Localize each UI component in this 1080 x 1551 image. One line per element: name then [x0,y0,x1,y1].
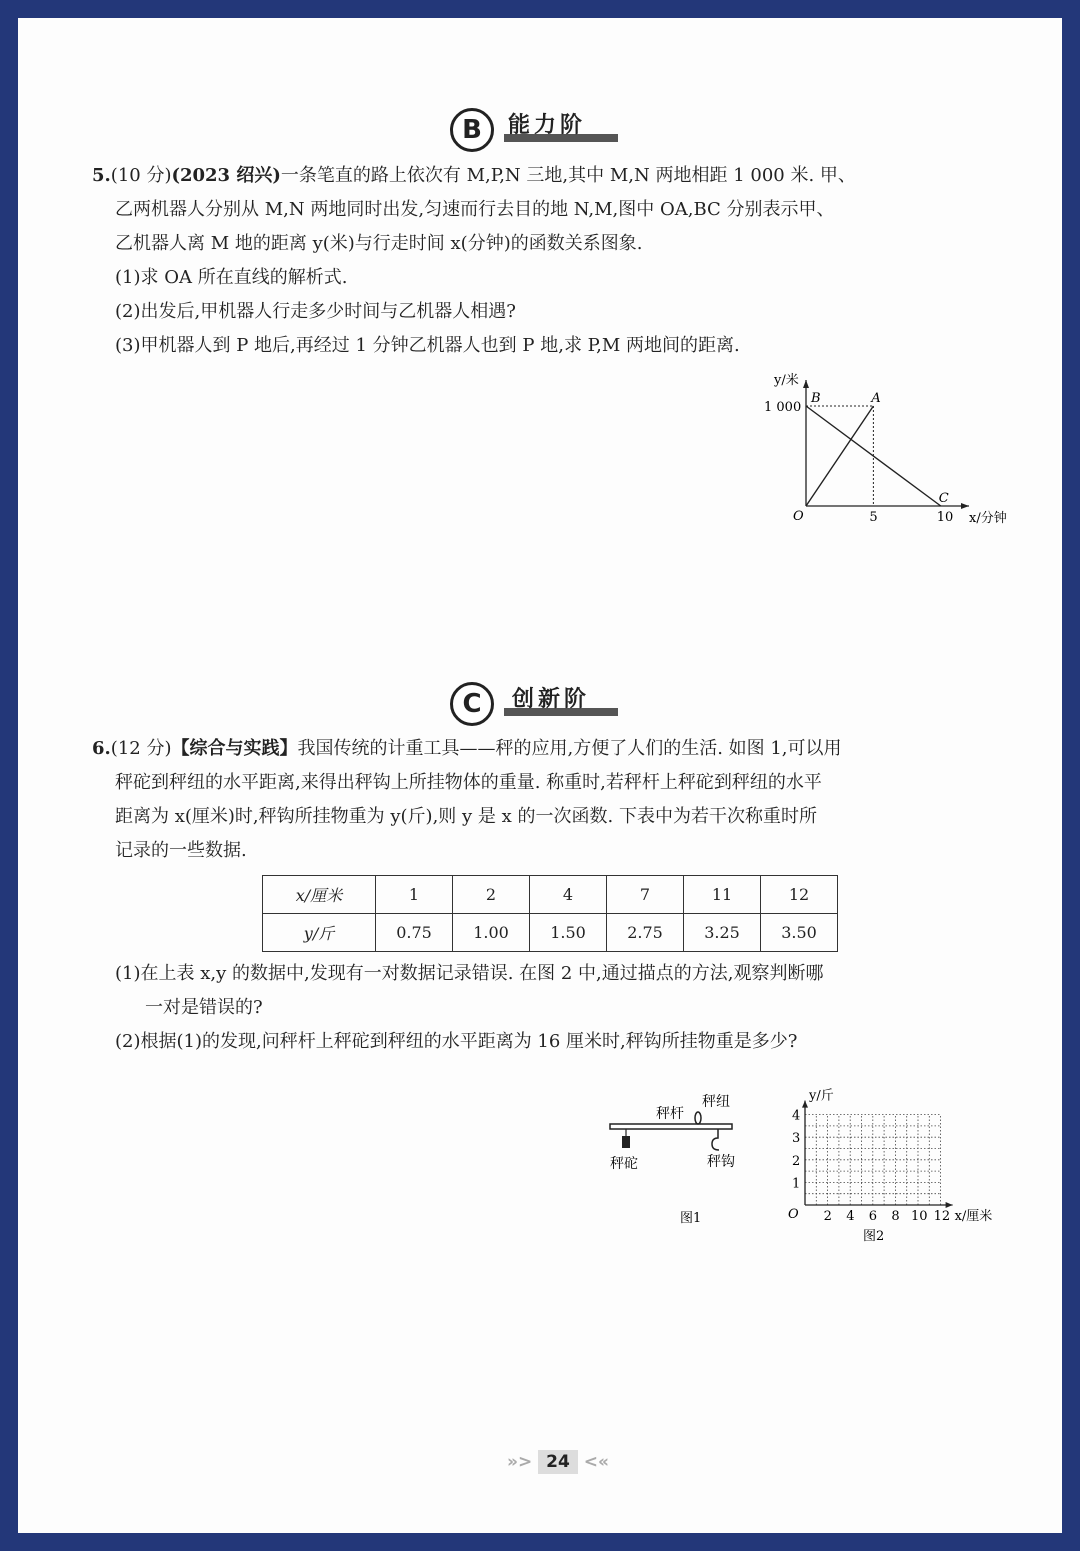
y-axis-arrow [802,1101,808,1108]
table-cell: 11 [684,876,761,914]
table-cell: 3.50 [761,914,838,952]
page-arrows-right: <« [583,1452,609,1472]
table-cell: 3.25 [684,914,761,952]
section-c-title: 创新阶 [512,687,591,712]
q6-points: (12 分) [110,738,172,759]
x-axis-arrow [961,503,969,509]
table-row-y [263,914,838,952]
x-tick-label: 6 [868,1209,878,1224]
q6-line4: 记录的一些数据. [115,840,247,861]
figure1-caption: 图1 [680,1211,702,1226]
q6-line1 [92,736,842,762]
page-arrows-left: »> [507,1452,533,1472]
page-number [498,1450,618,1480]
x-tick-label: 5 [869,510,878,525]
figure2-caption: 图2 [863,1229,885,1244]
table-cell: 0.75 [376,914,453,952]
q6-sub1b: 一对是错误的? [145,997,263,1018]
table-cell: 2 [453,876,530,914]
table-cell: 1.00 [453,914,530,952]
q6-tag: 【综合与实践】 [171,738,298,759]
table-cell: 7 [607,876,684,914]
label-rod: 秤杆 [656,1106,684,1122]
x-axis-arrow [946,1202,953,1208]
table-header-y: y/斤 [263,914,376,952]
x-tick-label: 2 [823,1209,832,1224]
table-row-x [263,876,838,914]
q5-number: 5. [92,165,111,186]
table-cell: 12 [761,876,838,914]
q5-source: (2023 绍兴) [171,165,281,186]
table-cell: 4 [530,876,607,914]
x-tick-label: 4 [846,1209,855,1224]
q5-line3: 乙机器人离 M 地的距离 y(米)与行走时间 x(分钟)的函数关系图象. [115,233,643,254]
y-tick-label: 1 000 [764,400,802,415]
q6-sub2: (2)根据(1)的发现,问秤杆上秤砣到秤纽的水平距离为 16 厘米时,秤钩所挂物重是多少? [115,1031,798,1052]
q5-line2: 乙两机器人分别从 M,N 两地同时出发,匀速而行去目的地 N,M,图中 OA,BC 分别表示甲、 [115,199,835,220]
y-axis-label: y/斤 [809,1088,834,1104]
steelyard-rod [610,1124,732,1129]
origin-label: O [793,509,804,524]
y-axis-label: y/米 [774,373,799,388]
q6-sub1a: (1)在上表 x,y 的数据中,发现有一对数据记录错误. 在图 2 中,通过描点的方法,观察判断哪 [115,963,824,984]
q6-line3: 距离为 x(厘米)时,秤钩所挂物重为 y(斤),则 y 是 x 的一次函数. 下表中为若干次称重时所 [115,806,817,827]
steelyard-weight [622,1136,630,1148]
series-line-0 [806,406,873,506]
section-b-badge: B [450,108,494,152]
y-tick-label: 4 [792,1108,801,1124]
section-c-badge: C [450,682,494,726]
point-label-B: B [811,391,821,406]
y-tick-label: 2 [792,1153,801,1169]
point-label-C: C [938,491,949,506]
y-tick-label: 1 [792,1176,801,1192]
table-cell: 1.50 [530,914,607,952]
y-tick-label: 3 [792,1131,801,1147]
origin-label: O [788,1207,799,1222]
section-c-header [18,684,1062,728]
label-knob: 秤纽 [702,1094,730,1110]
table-cell: 2.75 [607,914,684,952]
y-axis-arrow [803,380,809,388]
steelyard-hook [712,1129,719,1150]
x-axis-label: x/厘米 [954,1209,993,1224]
page-sheet [18,18,1062,1533]
x-tick-label: 10 [911,1209,928,1224]
q5-points: (10 分) [110,165,172,186]
q5-sub2: (2)出发后,甲机器人行走多少时间与乙机器人相遇? [115,301,516,322]
page-number-value: 24 [538,1450,578,1474]
point-label-A: A [871,391,881,406]
section-b-title: 能力阶 [508,113,587,138]
figure2-grid [763,1068,993,1244]
label-weight: 秤砣 [610,1156,638,1172]
table-cell: 1 [376,876,453,914]
q6-data-table [262,875,838,952]
figure1-steelyard [598,1088,758,1228]
q5-function-graph [738,373,1007,526]
q6-number: 6. [92,738,111,759]
q5-line1 [92,163,856,189]
q5-sub3: (3)甲机器人到 P 地后,再经过 1 分钟乙机器人也到 P 地,求 P,M 两地间的距离. [115,335,740,356]
q5-text1: 一条笔直的路上依次有 M,P,N 三地,其中 M,N 两地相距 1 000 米. 甲、 [280,165,856,186]
label-hook: 秤钩 [707,1154,735,1170]
q6-line2: 秤砣到秤纽的水平距离,来得出秤钩上所挂物体的重量. 称重时,若秤杆上秤砣到秤纽的水平 [115,772,822,793]
section-b-header [18,110,1062,154]
x-tick-label: 10 [936,510,954,525]
q5-sub1: (1)求 OA 所在直线的解析式. [115,267,348,288]
table-header-x: x/厘米 [263,876,376,914]
x-tick-label: 12 [933,1209,951,1224]
x-tick-label: 8 [891,1209,900,1224]
steelyard-knob [695,1112,701,1124]
x-axis-label: x/分钟 [969,511,1007,526]
q6-text1: 我国传统的计重工具——秤的应用,方便了人们的生活. 如图 1,可以用 [297,738,842,759]
